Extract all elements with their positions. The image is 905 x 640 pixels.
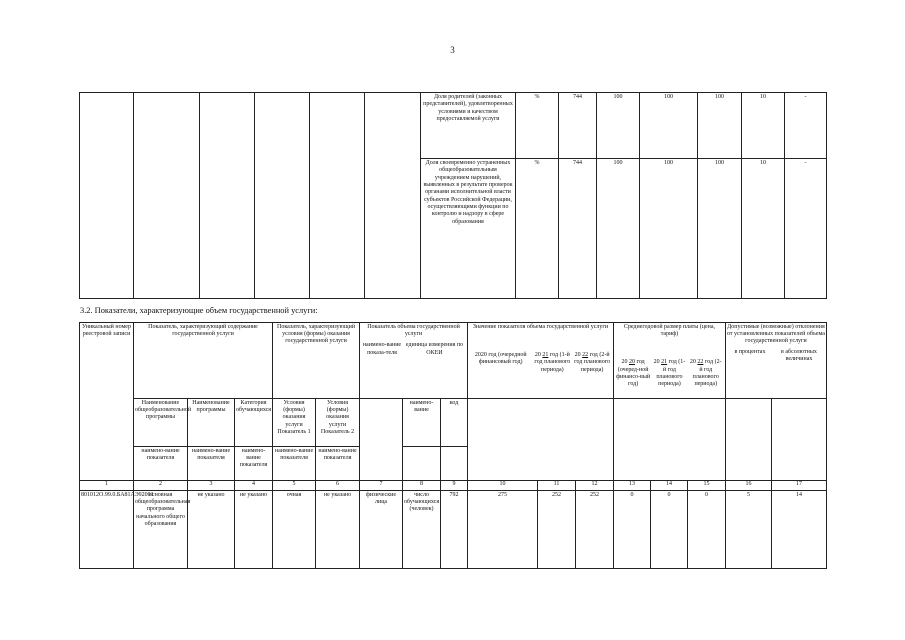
indicator-value: 100: [698, 159, 742, 299]
indicator-value: 100: [597, 93, 640, 159]
reg-number-cell: 801012О.99.0.БА81АЭ92001: [80, 491, 134, 569]
category-header: Категория обучающихся: [235, 399, 273, 447]
blank-cell: [365, 93, 421, 299]
category-cell: не указано: [235, 491, 273, 569]
price-group-title: Среднегодовой размер платы (цена, тариф): [623, 324, 716, 338]
subheader-cell: наимено-вание показателя: [316, 447, 360, 481]
column-number: 6: [316, 481, 360, 491]
column-number: 10: [468, 481, 538, 491]
price-2020-cell: 0: [613, 491, 650, 569]
condition1-header: Условия (формы) оказания услуги Показатель 1: [273, 399, 316, 447]
program-name-header: Наименование общеобразовательной программы: [134, 399, 188, 447]
deviation-group-header: [725, 323, 826, 399]
blank-cell: [771, 399, 826, 481]
condition2-header: Условия (формы) оказания услуги Показатель 2: [316, 399, 360, 447]
indicator-deviation: 10: [742, 93, 785, 159]
blank-cell: [200, 93, 255, 299]
indicator-name: Доля своевременно устраненных общеобразовательным учреждением нарушений, выявленных в результате проверок органами исполнительной власти субъектов Российской Федерации, осуществляющими функции по контролю и надзору в сфере образования: [421, 159, 516, 299]
table-row: [80, 491, 827, 569]
blank-cell: [310, 93, 365, 299]
column-number: 7: [360, 481, 403, 491]
indicator-name-header: наимено-вание показа-теля: [362, 342, 402, 356]
value-group-header: [468, 323, 614, 399]
blank-cell: [80, 93, 134, 299]
price-2021-header: 20 21 год (1-й год планового периода): [653, 359, 686, 387]
column-number: 5: [273, 481, 316, 491]
price-2022-cell: 0: [687, 491, 725, 569]
value-2020-cell: 275: [468, 491, 538, 569]
blank-cell: [360, 399, 403, 481]
value-group-title: Значение показателя объема государственной услуги: [472, 324, 609, 330]
indicator-deviation: -: [785, 93, 827, 159]
indicator-code: 744: [559, 93, 597, 159]
column-number: 8: [403, 481, 441, 491]
indicator-value: 100: [640, 93, 698, 159]
blank-cell: [255, 93, 310, 299]
column-number: 1: [80, 481, 134, 491]
deviation-subheader: [727, 348, 825, 364]
column-number: 9: [441, 481, 468, 491]
subheader-cell: наимено-вание показателя: [188, 447, 235, 481]
value-2021-cell: 252: [538, 491, 576, 569]
value-2022-cell: 252: [576, 491, 614, 569]
year-2021-header: 20 21 год (1-й год планового периода): [534, 352, 571, 373]
blank-cell: [468, 399, 614, 481]
column-number: 17: [771, 481, 826, 491]
column-number: 15: [687, 481, 725, 491]
header-row: [80, 323, 827, 399]
volume-group-title: Показатель объема государственной услуги: [367, 324, 460, 338]
unit-name-header: наимено-вание: [403, 399, 441, 447]
section-title: 3.2. Показатели, характеризующие объем государственной услуги:: [80, 306, 318, 315]
column-number: 14: [650, 481, 687, 491]
subheader-cell: наимено-вание показателя: [235, 447, 273, 481]
program-header: Наименование программы: [188, 399, 235, 447]
unit-code-header: код: [441, 399, 468, 447]
table-row: [80, 93, 827, 159]
program-name-cell: основная общеобразовательная программа начального общего образования: [134, 491, 188, 569]
indicator-unit: %: [516, 159, 559, 299]
dev-absolute-header: в абсолютных величинах: [781, 348, 817, 362]
year-2022-header: 20 22 год (2-й год планового периода): [574, 352, 611, 373]
indicator-unit: %: [516, 93, 559, 159]
unit-okei-header: единица измерения по ОКЕИ: [405, 342, 464, 356]
deviation-percent-cell: 5: [725, 491, 771, 569]
quality-indicators-table: [79, 92, 827, 299]
blank-cell: [134, 93, 200, 299]
condition2-cell: не указано: [316, 491, 360, 569]
page-number: 3: [450, 45, 455, 55]
column-number-row: [80, 481, 827, 491]
column-number: 4: [235, 481, 273, 491]
indicator-value: 100: [698, 93, 742, 159]
indicator-code: 744: [559, 159, 597, 299]
column-number: 2: [134, 481, 188, 491]
column-number: 3: [188, 481, 235, 491]
column-number: 12: [576, 481, 614, 491]
indicator-deviation: -: [785, 159, 827, 299]
content-group-header: Показатель, характеризующий содержание государственной услуги: [134, 323, 273, 399]
indicator-value: 100: [597, 159, 640, 299]
value-subheader: [469, 351, 612, 375]
indicator-deviation: 10: [742, 159, 785, 299]
unit-code-cell: 792: [441, 491, 468, 569]
subheader-cell: наимено-вание показателя: [273, 447, 316, 481]
indicator-value: 100: [640, 159, 698, 299]
blank-cell: [725, 399, 771, 481]
reg-number-header: Уникальный номер реестровой записи: [80, 323, 134, 481]
header-row: [80, 399, 827, 447]
volume-indicators-table: [79, 322, 827, 569]
subheader-cell: наимено-вание показателя: [134, 447, 188, 481]
column-number: 16: [725, 481, 771, 491]
condition1-cell: очная: [273, 491, 316, 569]
price-group-header: [613, 323, 725, 399]
blank-cell: [613, 399, 725, 481]
blank-cell: [403, 447, 441, 481]
price-2020-header: 20 20 год (очеред-ной финансо-вый год): [616, 359, 651, 387]
column-number: 13: [613, 481, 650, 491]
unit-name-cell: число обучающихся (человек): [403, 491, 441, 569]
year-2020-header: 2020 год (очередной финансовый год): [474, 352, 527, 366]
indicator-name: Доля родителей (законных представителей), удовлетворенных условиями и качеством предоставляемой услуги: [421, 93, 516, 159]
volume-group-header: [360, 323, 468, 399]
price-2021-cell: 0: [650, 491, 687, 569]
price-subheader: [615, 358, 724, 389]
deviation-group-title: Допустимые (возможные) отклонения от установленных показателей объема государственной услуги: [726, 324, 825, 345]
price-2022-header: 20 22 год (2-й год планового периода): [689, 359, 722, 387]
conditions-group-header: Показатель, характеризующий условия (формы) оказания государственной услуги: [273, 323, 360, 399]
deviation-absolute-cell: 14: [771, 491, 826, 569]
column-number: 11: [538, 481, 576, 491]
dev-percent-header: в процентах: [734, 348, 766, 355]
program-cell: не указано: [188, 491, 235, 569]
indicator-name-cell: физические лица: [360, 491, 403, 569]
volume-subheader: [361, 341, 466, 357]
blank-cell: [441, 447, 468, 481]
